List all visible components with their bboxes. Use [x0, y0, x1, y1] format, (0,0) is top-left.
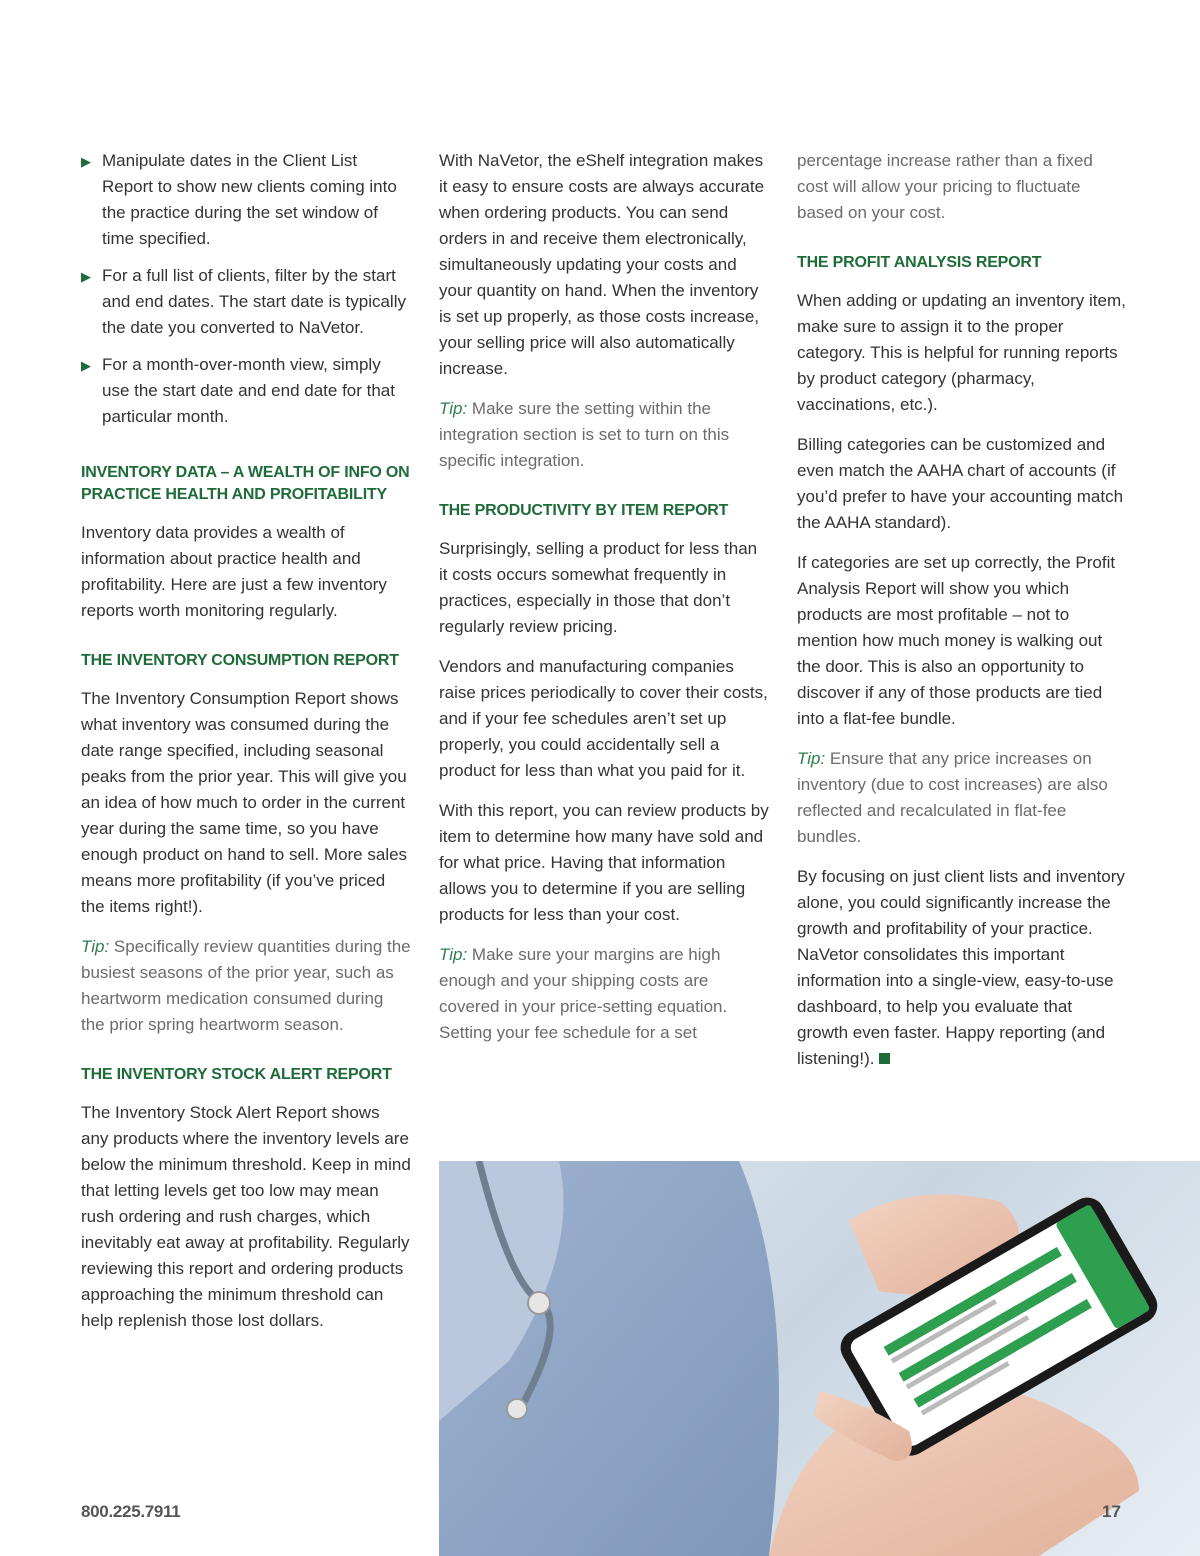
tip-label: Tip: — [797, 749, 826, 768]
profit-p1: When adding or updating an inventory item, make sure to assign it to the proper category. This is helpful for running reports by product category (pharmacy, vaccinations, etc.). — [797, 291, 1126, 414]
bullet-item — [81, 263, 411, 341]
tip-integration — [439, 396, 769, 474]
tip-text: Ensure that any price increases on inventory (due to cost increases) are also reflected and recalculated in flat-fee bundles. — [797, 749, 1108, 846]
profit-p2: Billing categories can be customized and even match the AAHA chart of accounts (if you’d prefer to have your accounting match the AAHA standard). — [797, 435, 1124, 532]
productivity-p1: Surprisingly, selling a product for less than it costs occurs somewhat frequently in practices, especially in those that don’t regularly review pricing. — [439, 539, 758, 636]
column-middle — [439, 148, 769, 1060]
tip-label: Tip: — [81, 937, 110, 956]
productivity-p2: Vendors and manufacturing companies raise prices periodically to cover their costs, and if your fee schedules aren’t set up properly, you could accidentally sell a product for less than what you paid for it. — [439, 657, 768, 780]
end-mark-icon — [879, 1053, 890, 1064]
footer-phone-number: 800.225.7911 — [81, 1502, 181, 1521]
photo-illustration — [439, 1161, 1200, 1556]
tip-margins-continued: percentage increase rather than a fixed cost will allow your pricing to fluctuate based on your cost. — [797, 151, 1093, 222]
consumption-body: The Inventory Consumption Report shows what inventory was consumed during the date range specified, including seasonal peaks from the prior year. This will give you an idea of how much to order in the current year during the same time, so you have enough product on hand to sell. More sales means more profitability (if you’ve priced the items right!). — [81, 689, 408, 916]
column-right — [797, 148, 1127, 1086]
tip-consumption — [81, 934, 411, 1038]
heading-stock-alert-report: THE INVENTORY STOCK ALERT REPORT — [81, 1066, 392, 1083]
triangle-bullet-icon: ▶ — [81, 269, 91, 284]
tip-flat-fee — [797, 746, 1127, 850]
heading-inventory-data: INVENTORY DATA – A WEALTH OF INFO ON PRACTICE HEALTH AND PROFITABILITY — [81, 464, 410, 503]
closing-text: By focusing on just client lists and inventory alone, you could significantly increase the growth and profitability of your practice. NaVetor consolidates this important information into a single-view, easy-to-use dashboard, to help you evaluate that growth even faster. Happy reporting (and listening!). — [797, 867, 1125, 1068]
eshelf-body: With NaVetor, the eShelf integration makes it easy to ensure costs are always accurate when ordering products. You can send orders in and receive them electronically, simultaneously updating your costs and your quantity on hand. When the inventory is set up properly, as those costs increase, your selling price will also automatically increase. — [439, 151, 765, 378]
closing-paragraph — [797, 864, 1127, 1072]
page-number: 17 — [1102, 1502, 1121, 1521]
tip-text: Make sure your margins are high enough and your shipping costs are covered in your price-setting equation. Setting your fee schedule for a set — [439, 945, 728, 1042]
triangle-bullet-icon: ▶ — [81, 358, 91, 373]
tip-margins — [439, 942, 769, 1046]
tip-text: Make sure the setting within the integration section is set to turn on this specific integration. — [439, 399, 730, 470]
bullet-item — [81, 352, 411, 430]
triangle-bullet-icon: ▶ — [81, 154, 91, 169]
heading-productivity-report: THE PRODUCTIVITY BY ITEM REPORT — [439, 502, 729, 519]
bullet-text: For a month-over-month view, simply use the start date and end date for that particular month. — [102, 355, 395, 426]
stock-alert-body: The Inventory Stock Alert Report shows any products where the inventory levels are below the minimum threshold. Keep in mind that letting levels get too low may mean rush ordering and rush charges, which inevitably eat away at profitability. Regularly reviewing this report and ordering products approaching the minimum threshold can help replenish those lost dollars. — [81, 1103, 411, 1330]
inventory-intro: Inventory data provides a wealth of information about practice health and profitability. Here are just a few inventory reports worth monitoring regularly. — [81, 523, 387, 620]
bullet-text: Manipulate dates in the Client List Report to show new clients coming into the practice during the set window of time specified. — [102, 151, 397, 248]
heading-profit-analysis-report: THE PROFIT ANALYSIS REPORT — [797, 254, 1042, 271]
productivity-p3: With this report, you can review products by item to determine how many have sold and for what price. Having that information allows you to determine if you are selling products for less than your cost. — [439, 801, 769, 924]
bullet-text: For a full list of clients, filter by the start and end dates. The start date is typically the date you converted to NaVetor. — [102, 266, 406, 337]
tip-label: Tip: — [439, 399, 468, 418]
photo-vet-with-phone — [439, 1161, 1200, 1556]
tip-label: Tip: — [439, 945, 468, 964]
bullet-item — [81, 148, 411, 252]
profit-p3: If categories are set up correctly, the Profit Analysis Report will show you which products are most profitable – not to mention how much money is walking out the door. This is also an opportunity to discover if any of those products are tied into a flat-fee bundle. — [797, 553, 1116, 728]
column-left — [81, 148, 411, 1348]
tip-text: Specifically review quantities during the busiest seasons of the prior year, such as heartworm medication consumed during the prior spring heartworm season. — [81, 937, 411, 1034]
heading-consumption-report: THE INVENTORY CONSUMPTION REPORT — [81, 652, 399, 669]
bullet-list — [81, 148, 411, 430]
